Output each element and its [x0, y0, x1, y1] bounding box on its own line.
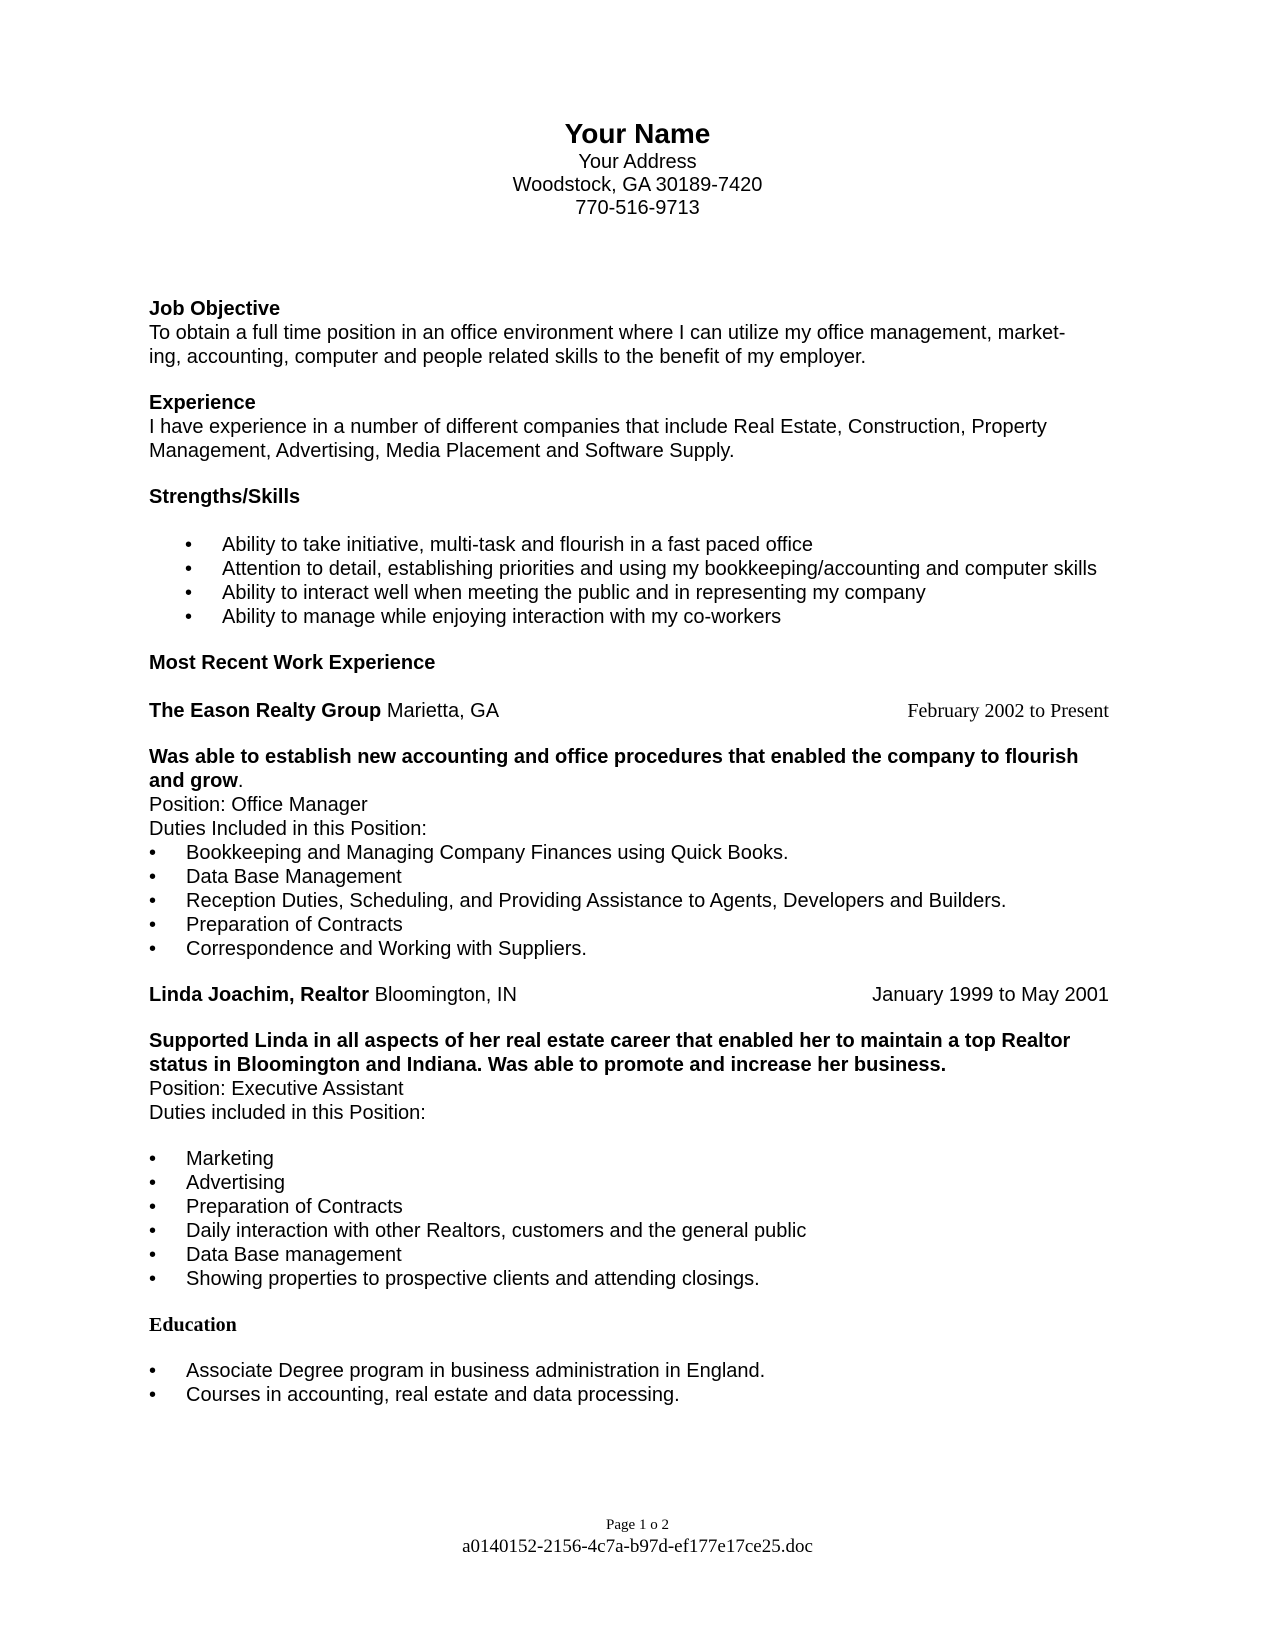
education-section: [149, 1313, 1109, 1407]
list-item: • Data Base management: [149, 1244, 402, 1266]
education-heading: Education: [149, 1314, 237, 1336]
bullet-icon: •: [149, 1220, 157, 1242]
job1-location: Marietta, GA: [381, 700, 500, 722]
experience-text-line: I have experience in a number of different companies that include Real Estate, Construction, Property: [149, 416, 1047, 438]
phone-line: 770-516-9713: [575, 197, 700, 219]
job1-duties-label: Duties Included in this Position:: [149, 818, 427, 840]
bullet-icon: •: [149, 1196, 157, 1218]
skills-section: [149, 485, 1109, 629]
job2-dates: January 1999 to May 2001: [872, 984, 1109, 1006]
bullet-icon: •: [149, 1360, 157, 1382]
job2-duties-list: [149, 1147, 1109, 1291]
list-item: • Courses in accounting, real estate and data processing.: [149, 1384, 680, 1406]
resume-header: [0, 117, 1275, 220]
bullet-icon: •: [185, 606, 193, 628]
experience-heading: Experience: [149, 392, 256, 414]
experience-text-line: Management, Advertising, Media Placement and Software Supply.: [149, 440, 735, 462]
bullet-icon: •: [149, 1172, 157, 1194]
bullet-icon: •: [149, 1148, 157, 1170]
list-item: • Correspondence and Working with Suppliers.: [149, 938, 587, 960]
list-item: • Advertising: [149, 1172, 285, 1194]
resume-body: [149, 297, 1109, 1407]
bullet-icon: •: [149, 866, 157, 888]
list-item: • Ability to manage while enjoying interaction with my co-workers: [185, 606, 782, 628]
list-item: • Preparation of Contracts: [149, 1196, 403, 1218]
page-footer: [0, 1515, 1275, 1559]
job2-company: Linda Joachim, Realtor: [149, 984, 370, 1006]
bullet-icon: •: [185, 582, 193, 604]
job1-header: [149, 699, 1109, 723]
list-item: • Associate Degree program in business administration in England.: [149, 1360, 766, 1382]
objective-text-line: ing, accounting, computer and people related skills to the benefit of my employer.: [149, 346, 867, 368]
objective-heading: Job Objective: [149, 298, 281, 320]
job1-dates: February 2002 to Present: [907, 700, 1109, 722]
job2-header: [149, 983, 1109, 1007]
bullet-icon: •: [149, 1268, 157, 1290]
list-item: • Preparation of Contracts: [149, 914, 403, 936]
skills-heading: Strengths/Skills: [149, 486, 301, 508]
job2-duties-label: Duties included in this Position:: [149, 1102, 426, 1124]
job1-summary-line: Was able to establish new accounting and office procedures that enabled the company to flourish: [149, 746, 1079, 768]
job1-duties-list: [149, 841, 1109, 961]
job1-position: Position: Office Manager: [149, 794, 368, 816]
job1-company: The Eason Realty Group: [149, 700, 382, 722]
objective-text-line: To obtain a full time position in an office environment where I can utilize my office management, market-: [149, 322, 1066, 344]
bullet-icon: •: [149, 842, 157, 864]
list-item: • Bookkeeping and Managing Company Finances using Quick Books.: [149, 842, 789, 864]
list-item: • Ability to take initiative, multi-task and flourish in a fast paced office: [185, 534, 814, 556]
address-line: Your Address: [578, 151, 697, 173]
list-item: • Reception Duties, Scheduling, and Providing Assistance to Agents, Developers and Builders.: [149, 890, 1007, 912]
bullet-icon: •: [185, 558, 193, 580]
bullet-icon: •: [149, 914, 157, 936]
job2-position: Position: Executive Assistant: [149, 1078, 404, 1100]
education-list: [149, 1359, 1109, 1407]
bullet-icon: •: [149, 938, 157, 960]
experience-section: [149, 391, 1109, 463]
job1-summary-line: and grow.: [149, 770, 244, 792]
bullet-icon: •: [149, 890, 157, 912]
list-item: • Showing properties to prospective clients and attending closings.: [149, 1268, 760, 1290]
bullet-icon: •: [149, 1384, 157, 1406]
work-heading: Most Recent Work Experience: [149, 652, 436, 674]
skills-list: [149, 533, 1109, 629]
job2-summary-line: status in Bloomington and Indiana. Was able to promote and increase her business.: [149, 1054, 947, 1076]
list-item: • Marketing: [149, 1148, 274, 1170]
bullet-icon: •: [149, 1244, 157, 1266]
objective-section: [149, 297, 1109, 369]
list-item: • Ability to interact well when meeting the public and in representing my company: [185, 582, 926, 604]
job2-summary-line: Supported Linda in all aspects of her real estate career that enabled her to maintain a top Realtor: [149, 1030, 1071, 1052]
list-item: • Data Base Management: [149, 866, 402, 888]
list-item: • Daily interaction with other Realtors, customers and the general public: [149, 1220, 807, 1242]
city-line: Woodstock, GA 30189-7420: [512, 174, 763, 196]
bullet-icon: •: [185, 534, 193, 556]
document-filename: a0140152-2156-4c7a-b97d-ef177e17ce25.doc: [462, 1536, 813, 1557]
candidate-name: Your Name: [564, 118, 711, 149]
job2-location: Bloomington, IN: [369, 984, 517, 1006]
page-number: Page 1 o 2: [606, 1517, 669, 1533]
work-section: [149, 651, 1109, 1291]
list-item: • Attention to detail, establishing priorities and using my bookkeeping/accounting and computer skills: [185, 558, 1097, 580]
